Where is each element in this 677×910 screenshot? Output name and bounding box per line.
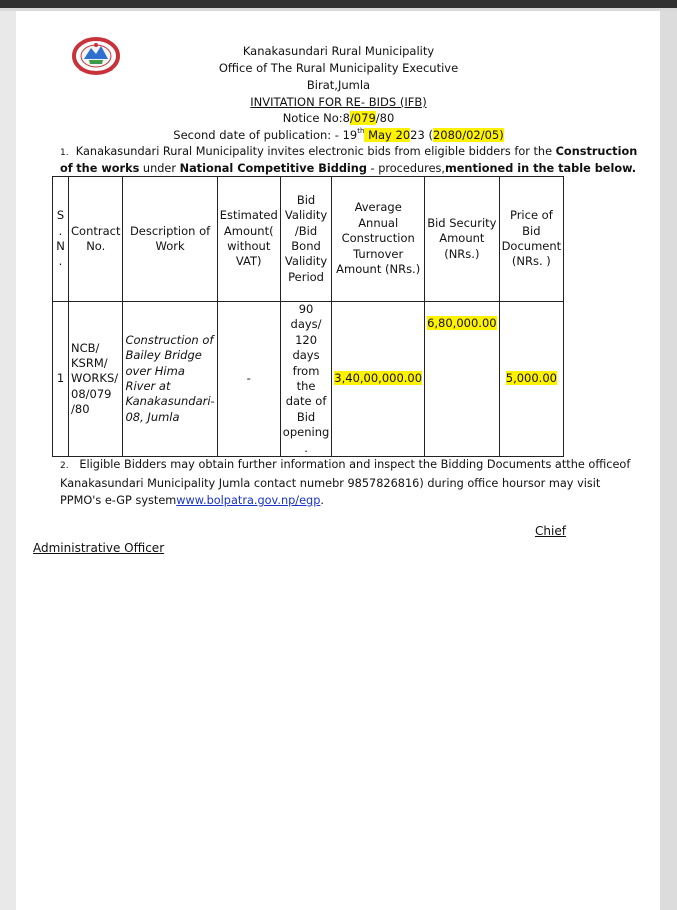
publication-date: Second date of publication: - 19th May 2023 (2080/02/05)	[173, 127, 504, 142]
cell-price: 5,000.00	[499, 302, 564, 457]
office-location: Birat,Jumla	[306, 78, 371, 92]
paragraph-1: 1. Kanakasundari Rural Municipality invites electronic bids from eligible bidders for the Construction of the works under National Competitive Bidding - procedures,mentioned in the table below.	[60, 145, 638, 175]
cell-sn: 1	[53, 302, 69, 457]
header-validity: Bid Validity /Bid Bond Validity Period	[280, 177, 331, 302]
table-row	[53, 302, 564, 457]
cell-contract: NCB/ KSRM/ WORKS/ 08/079 /80	[69, 302, 123, 457]
cell-estimated: -	[217, 302, 280, 457]
cell-security: 6,80,000.00	[425, 302, 500, 457]
cell-validity: 90 days/ 120 days from the date of Bid opening .	[280, 302, 331, 457]
office-name: Office of The Rural Municipality Executive	[218, 61, 459, 75]
viewer-scrollbar[interactable]	[660, 11, 677, 910]
viewer-left-gutter	[0, 11, 16, 910]
header-price: Price of Bid Document (NRs. )	[499, 177, 564, 302]
notice-number: Notice No:8/079/80	[282, 111, 395, 125]
header-contract: Contract No.	[69, 177, 123, 302]
signature-officer: Administrative Officer	[33, 541, 165, 555]
signature-chief: Chief	[535, 524, 566, 538]
egp-link[interactable]: www.bolpatra.gov.np/egp	[176, 494, 321, 507]
header-estimated: Estimated Amount( without VAT)	[217, 177, 280, 302]
header-security: Bid Security Amount (NRs.)	[425, 177, 500, 302]
header-description: Description of Work	[123, 177, 217, 302]
notice-number-highlight: /079	[349, 111, 376, 125]
notice-title: INVITATION FOR RE- BIDS (IFB)	[250, 95, 427, 109]
bid-table	[52, 176, 564, 457]
cell-turnover: 3,40,00,000.00	[332, 302, 425, 457]
table-header-row	[53, 177, 564, 302]
paragraph-2: 2. Eligible Bidders may obtain further information and inspect the Bidding Documents atthe officeof Kanakasundari Municipality Jumla contact numebr 9857826816) during office hoursor may visit PPMO's e-GP systemwww.bolpatra.gov.np/egp.	[60, 458, 631, 507]
viewer-top-bar	[0, 0, 677, 8]
header-turnover: Average Annual Construction Turnover Amount (NRs.)	[332, 177, 425, 302]
header-sn: S . N .	[53, 177, 69, 302]
municipality-name: Kanakasundari Rural Municipality	[242, 44, 435, 58]
cell-description: Construction of Bailey Bridge over Hima River at Kanakasundari-08, Jumla	[123, 302, 217, 457]
